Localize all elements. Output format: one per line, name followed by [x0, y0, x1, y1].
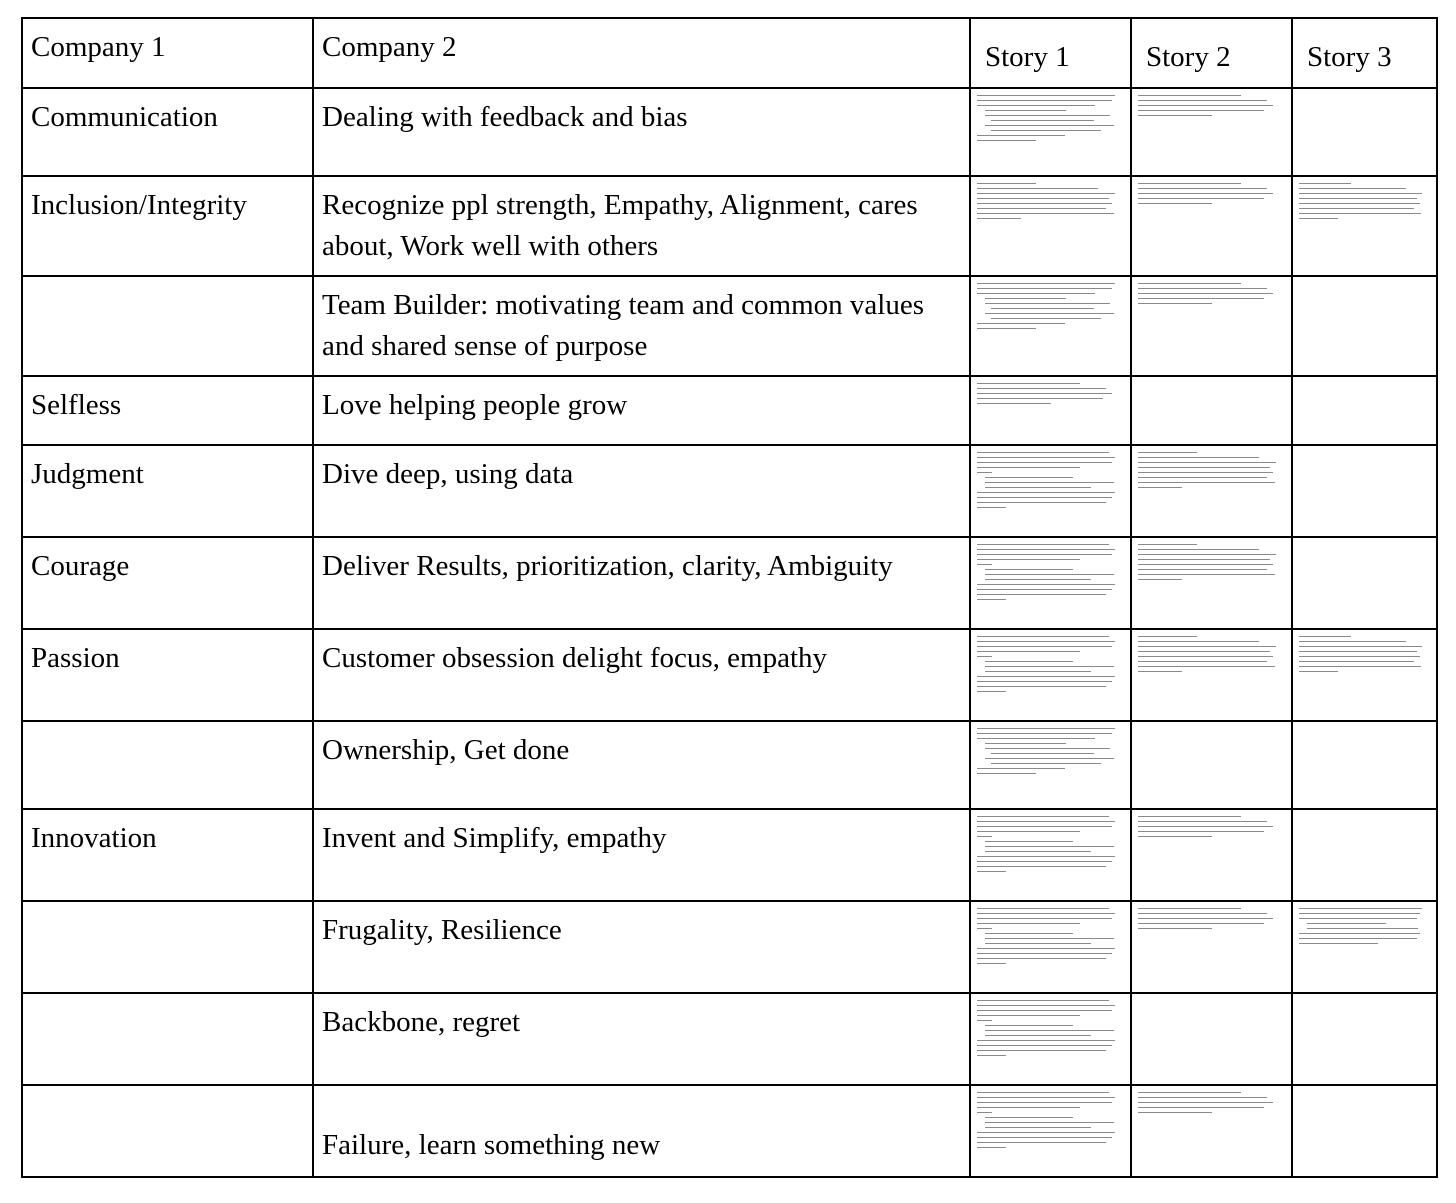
story-thumbnail	[1131, 629, 1292, 721]
empty-story-cell	[1292, 88, 1437, 176]
story-thumbnail	[970, 445, 1131, 537]
table-row	[22, 629, 1437, 721]
empty-story-cell	[1131, 721, 1292, 809]
document-thumbnail	[1138, 95, 1285, 116]
story-thumbnail	[970, 176, 1131, 276]
table-row	[22, 1085, 1437, 1177]
table-row	[22, 993, 1437, 1085]
document-thumbnail	[977, 452, 1124, 508]
document-thumbnail	[977, 183, 1124, 219]
document-thumbnail	[1138, 183, 1285, 204]
story-thumbnail	[1131, 276, 1292, 376]
company-1-value: Passion	[22, 629, 313, 721]
story-thumbnail	[970, 276, 1131, 376]
story-thumbnail	[970, 721, 1131, 809]
company-2-value: Dealing with feedback and bias	[313, 88, 970, 176]
document-thumbnail	[1138, 283, 1285, 304]
document-thumbnail	[1138, 908, 1285, 929]
company-2-value: Recognize ppl strength, Empathy, Alignment, cares about, Work well with others	[313, 176, 970, 276]
empty-story-cell	[1292, 809, 1437, 901]
document-thumbnail	[977, 908, 1124, 964]
empty-story-cell	[1292, 1085, 1437, 1177]
document-thumbnail	[977, 383, 1124, 404]
story-thumbnail	[1131, 1085, 1292, 1177]
company-1-value	[22, 276, 313, 376]
story-thumbnail	[1131, 176, 1292, 276]
document-thumbnail	[977, 1000, 1124, 1056]
company-2-value: Ownership, Get done	[313, 721, 970, 809]
empty-story-cell	[1292, 376, 1437, 445]
table-row	[22, 445, 1437, 537]
document-thumbnail	[1138, 544, 1285, 580]
company-2-value: Backbone, regret	[313, 993, 970, 1085]
table-row	[22, 537, 1437, 629]
header-row	[22, 18, 1437, 88]
company-2-value: Invent and Simplify, empathy	[313, 809, 970, 901]
table-row	[22, 176, 1437, 276]
story-thumbnail	[1131, 445, 1292, 537]
document-thumbnail	[1299, 636, 1430, 672]
company-2-value: Deliver Results, prioritization, clarity, Ambiguity	[313, 537, 970, 629]
company-2-value: Team Builder: motivating team and common values and shared sense of purpose	[313, 276, 970, 376]
company-2-value: Love helping people grow	[313, 376, 970, 445]
company-2-value: Dive deep, using data	[313, 445, 970, 537]
company-1-value	[22, 721, 313, 809]
story-thumbnail	[1131, 88, 1292, 176]
document-thumbnail	[977, 1092, 1124, 1148]
story-thumbnail	[1131, 901, 1292, 993]
story-thumbnail	[1292, 901, 1437, 993]
header-company-2: Company 2	[313, 18, 970, 88]
header-story-2: Story 2	[1131, 18, 1292, 88]
document-thumbnail	[1299, 908, 1430, 944]
company-1-value	[22, 1085, 313, 1177]
company-2-value: Frugality, Resilience	[313, 901, 970, 993]
company-2-value: Customer obsession delight focus, empathy	[313, 629, 970, 721]
story-thumbnail	[970, 376, 1131, 445]
company-1-value: Communication	[22, 88, 313, 176]
story-thumbnail	[1292, 629, 1437, 721]
table-row	[22, 88, 1437, 176]
empty-story-cell	[1292, 721, 1437, 809]
company-1-value	[22, 993, 313, 1085]
company-1-value	[22, 901, 313, 993]
empty-story-cell	[1131, 376, 1292, 445]
company-1-value: Selfless	[22, 376, 313, 445]
header-story-1: Story 1	[970, 18, 1131, 88]
company-2-value: Failure, learn something new	[313, 1085, 970, 1177]
empty-story-cell	[1292, 993, 1437, 1085]
document-thumbnail	[1299, 183, 1430, 219]
header-story-3: Story 3	[1292, 18, 1437, 88]
story-thumbnail	[1292, 176, 1437, 276]
story-thumbnail	[970, 993, 1131, 1085]
story-thumbnail	[1131, 809, 1292, 901]
document-thumbnail	[977, 544, 1124, 600]
document-thumbnail	[977, 816, 1124, 872]
document-thumbnail	[977, 636, 1124, 692]
document-thumbnail	[1138, 452, 1285, 488]
document-thumbnail	[1138, 1092, 1285, 1113]
story-thumbnail	[970, 537, 1131, 629]
document-thumbnail	[977, 95, 1124, 141]
company-1-value: Courage	[22, 537, 313, 629]
header-company-1: Company 1	[22, 18, 313, 88]
story-thumbnail	[970, 629, 1131, 721]
company-1-value: Inclusion/Integrity	[22, 176, 313, 276]
competency-table	[21, 17, 1438, 1178]
company-1-value: Innovation	[22, 809, 313, 901]
empty-story-cell	[1292, 445, 1437, 537]
story-thumbnail	[970, 901, 1131, 993]
story-thumbnail	[970, 1085, 1131, 1177]
document-thumbnail	[1138, 816, 1285, 837]
company-1-value: Judgment	[22, 445, 313, 537]
story-thumbnail	[970, 88, 1131, 176]
story-thumbnail	[970, 809, 1131, 901]
story-thumbnail	[1131, 537, 1292, 629]
document-thumbnail	[1138, 636, 1285, 672]
empty-story-cell	[1131, 993, 1292, 1085]
empty-story-cell	[1292, 276, 1437, 376]
table-row	[22, 901, 1437, 993]
table-row	[22, 809, 1437, 901]
table-row	[22, 721, 1437, 809]
table-row	[22, 276, 1437, 376]
document-thumbnail	[977, 728, 1124, 774]
document-thumbnail	[977, 283, 1124, 329]
empty-story-cell	[1292, 537, 1437, 629]
table-row	[22, 376, 1437, 445]
